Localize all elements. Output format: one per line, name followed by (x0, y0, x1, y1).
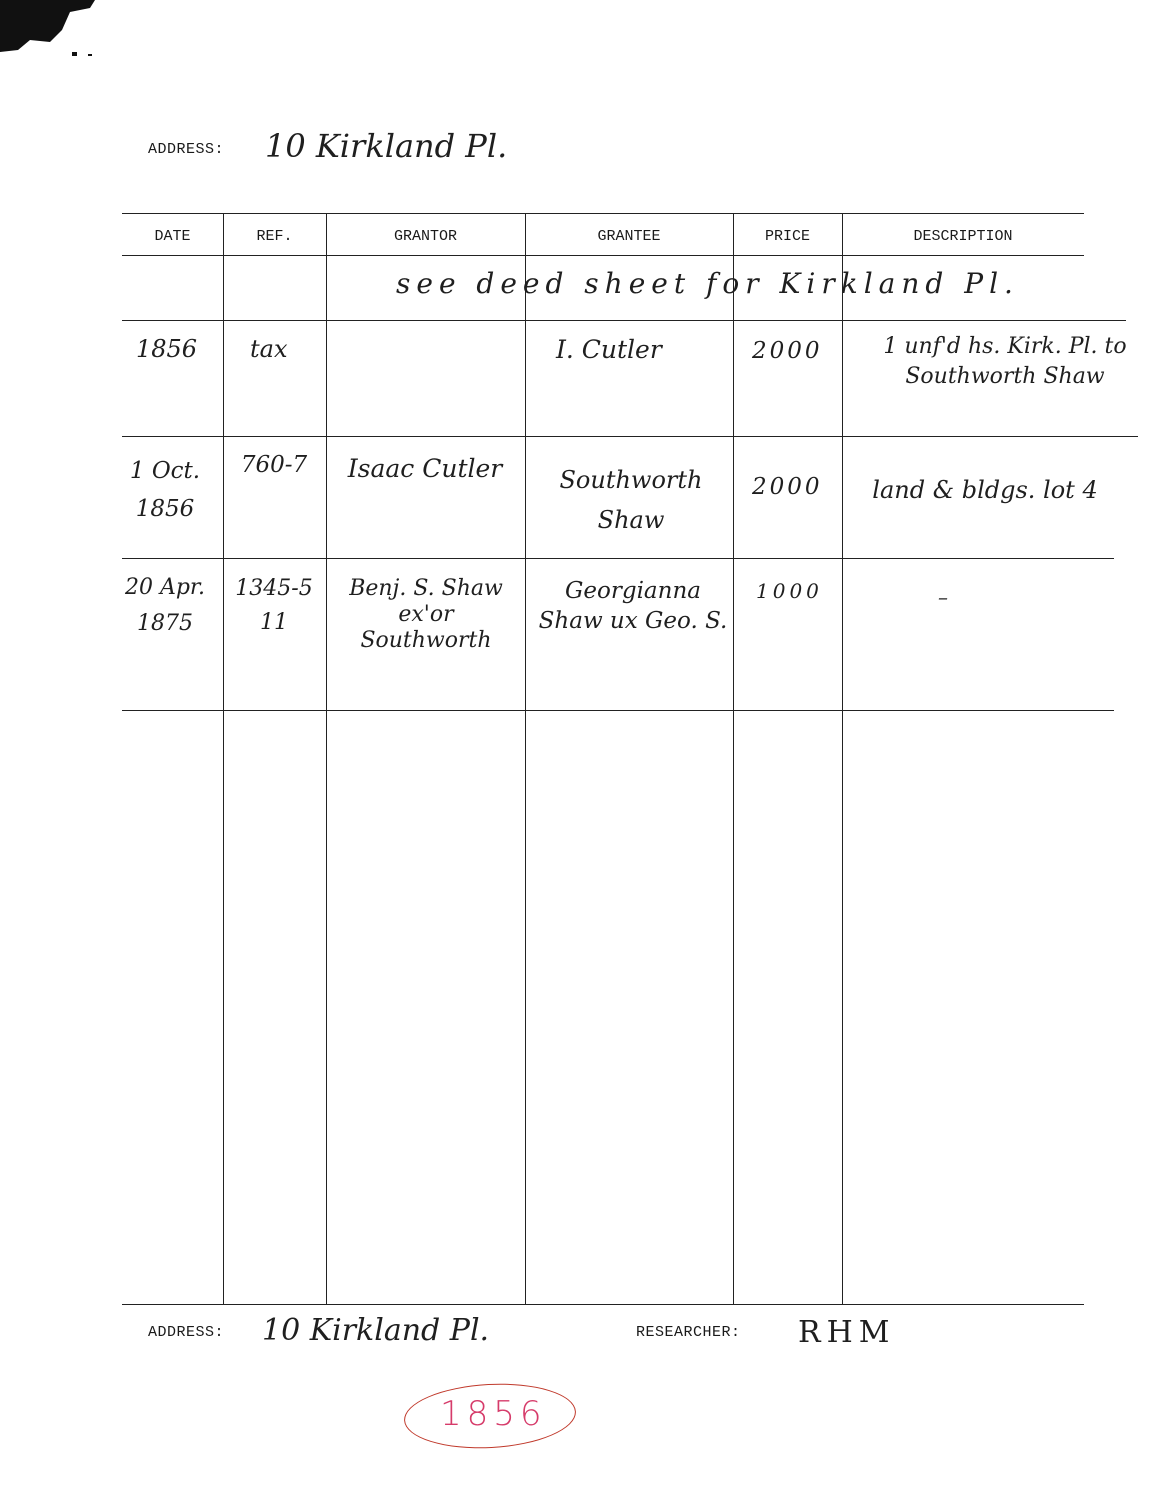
table-bottom-rule (122, 1304, 1084, 1305)
col-header-grantee: GRANTEE (597, 228, 661, 245)
table-top-rule (122, 213, 1084, 214)
table-row-3-grantee: Georgianna Shaw ux Geo. S. (538, 578, 728, 634)
col-header-grantor: GRANTOR (393, 228, 457, 245)
footer-address-value: 10 Kirkland Pl. (262, 1313, 490, 1348)
row-rule-1 (122, 320, 1126, 321)
col-divider-2 (326, 214, 327, 1304)
table-row-2-ref: 760-7 (240, 452, 308, 478)
address-label: ADDRESS: (148, 141, 225, 158)
table-row-2-description: land & bldgs. lot 4 (872, 476, 1098, 504)
table-row-1-description: 1 unf'd hs. Kirk. Pl. to Southworth Shaw (883, 334, 1127, 389)
col-divider-1 (223, 214, 224, 1304)
table-row-3-description: – (938, 585, 948, 609)
row-rule-3 (122, 558, 1114, 559)
researcher-value: RHM (798, 1315, 896, 1350)
address-value: 10 Kirkland Pl. (265, 127, 508, 165)
table-row-3-date: 20 Apr. 1875 (124, 575, 206, 636)
table-row-2-price: 2000 (752, 474, 823, 500)
footer-address-label: ADDRESS: (148, 1324, 225, 1341)
col-header-ref: REF. (256, 228, 293, 245)
col-divider-4 (733, 214, 734, 1304)
table-row-1-date: 1856 (136, 335, 198, 363)
year-stamp-text: 1856 (440, 1394, 547, 1434)
deed-sheet-note: see deed sheet for Kirkland Pl. (396, 267, 1019, 300)
row-rule-4 (122, 710, 1114, 711)
col-divider-3 (525, 214, 526, 1304)
researcher-label: RESEARCHER: (636, 1324, 741, 1341)
header-bottom-rule (122, 255, 1084, 256)
table-row-2-date: 1 Oct. 1856 (129, 458, 201, 522)
table-row-2-grantor: Isaac Cutler (347, 454, 503, 483)
table-row-3-ref: 1345-511 (235, 576, 313, 635)
table-row-1-ref: tax (250, 335, 288, 363)
table-row-3-grantor: Benj. S. Shaw ex'or Southworth (349, 576, 503, 653)
row-rule-2 (122, 436, 1138, 437)
col-header-description: DESCRIPTION (913, 228, 1013, 245)
col-header-date: DATE (154, 228, 191, 245)
scan-corner-mark (0, 0, 95, 60)
col-divider-5 (842, 214, 843, 1304)
table-row-1-grantee: I. Cutler (556, 335, 662, 364)
table-row-3-price: 1000 (756, 579, 823, 603)
table-row-1-price: 2000 (752, 338, 823, 364)
col-header-price: PRICE (764, 228, 810, 245)
table-row-2-grantee: Southworth Shaw (559, 466, 703, 534)
